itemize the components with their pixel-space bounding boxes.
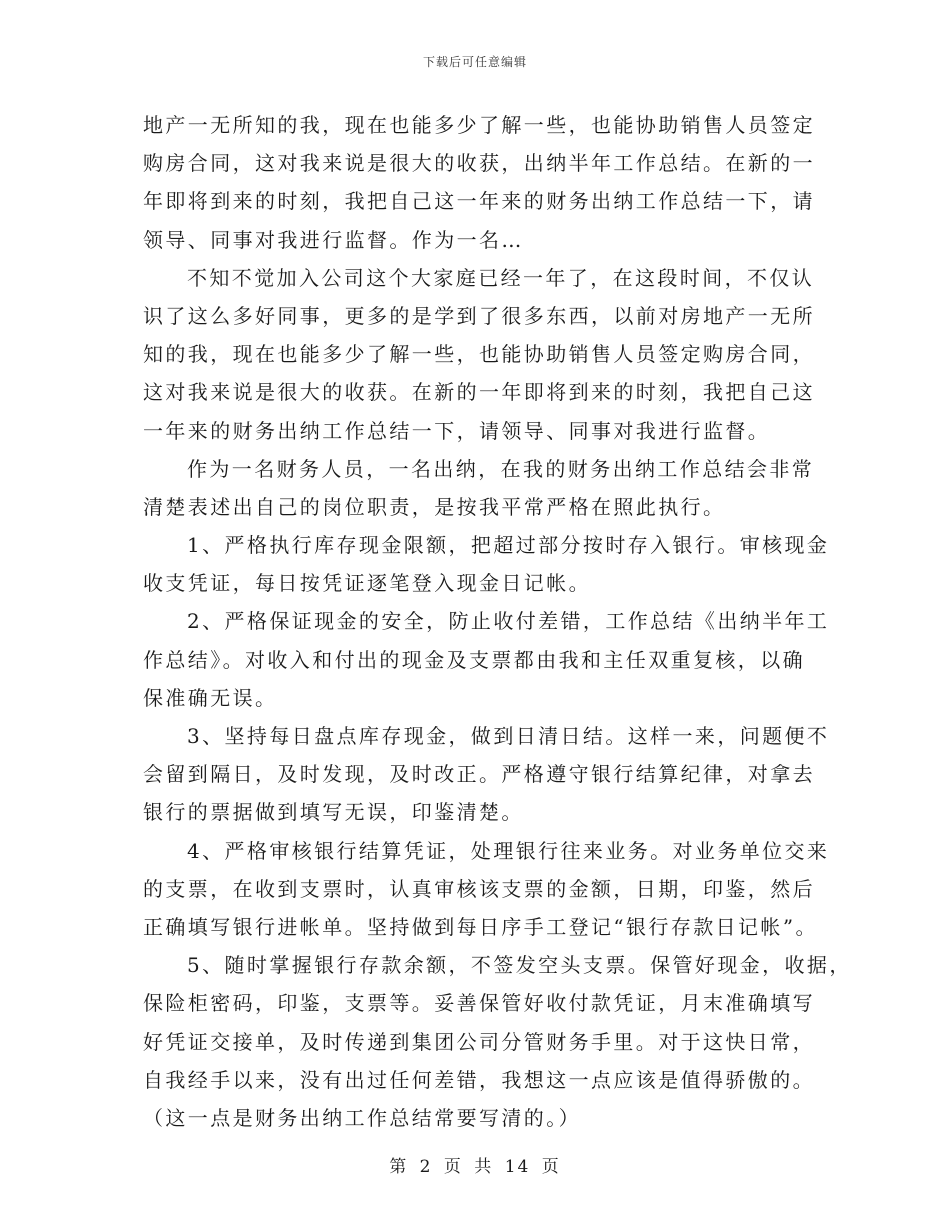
body-line-26: 自我经手以来，没有出过任何差错，我想这一点应该是值得骄傲的。 xyxy=(143,1067,815,1092)
body-line-25: 好凭证交接单，及时传递到集团公司分管财务手里。对于这快日常， xyxy=(143,1029,815,1054)
body-line-24: 保险柜密码，印鉴，支票等。妥善保管好收付款凭证，月末准确填写 xyxy=(143,991,815,1016)
document-body xyxy=(143,106,852,1137)
page-number-footer: 第 2 页 共 14 页 xyxy=(389,1157,561,1177)
body-line-19: 银行的票据做到填写无误，印鉴清楚。 xyxy=(143,800,524,825)
body-line-3: 年即将到来的时刻，我把自己这一年来的财务出纳工作总结一下，请 xyxy=(143,189,815,214)
body-line-27: （这一点是财务出纳工作总结常要写清的。） xyxy=(143,1105,581,1130)
body-line-9: 一年来的财务出纳工作总结一下，请领导、同事对我进行监督。 xyxy=(143,418,771,443)
body-line-23: 5、随时掌握银行存款余额，不签发空头支票。保管好现金，收据， xyxy=(187,953,852,978)
body-line-13: 收支凭证，每日按凭证逐笔登入现金日记帐。 xyxy=(143,571,591,596)
body-line-5: 不知不觉加入公司这个大家庭已经一年了，在这段时间，不仅认 xyxy=(187,265,815,290)
body-line-8: 这对我来说是很大的收获。在新的一年即将到来的时刻，我把自己这 xyxy=(143,380,815,405)
body-line-4: 领导、同事对我进行监督。作为一名… xyxy=(143,227,524,252)
body-line-16: 保准确无误。 xyxy=(143,685,278,710)
body-line-10: 作为一名财务人员，一名出纳，在我的财务出纳工作总结会非常 xyxy=(187,456,815,481)
body-line-22: 正确填写银行进帐单。坚持做到每日序手工登记“银行存款日记帐”。 xyxy=(143,914,818,939)
body-line-14: 2、严格保证现金的安全，防止收付差错，工作总结《出纳半年工 xyxy=(187,609,830,634)
body-line-15: 作总结》。对收入和付出的现金及支票都由我和主任双重复核，以确 xyxy=(143,647,805,672)
body-line-17: 3、坚持每日盘点库存现金，做到日清日结。这样一来，问题便不 xyxy=(187,724,830,748)
body-line-18: 会留到隔日，及时发现，及时改正。严格遵守银行结算纪律，对拿去 xyxy=(143,762,815,787)
body-line-7: 知的我，现在也能多少了解一些，也能协助销售人员签定购房合同， xyxy=(143,342,815,367)
body-line-2: 购房合同，这对我来说是很大的收获，出纳半年工作总结。在新的一 xyxy=(143,151,815,176)
body-line-6: 识了这么多好同事，更多的是学到了很多东西，以前对房地产一无所 xyxy=(143,303,815,328)
body-line-1: 地产一无所知的我，现在也能多少了解一些，也能协助销售人员签定 xyxy=(143,113,815,137)
body-line-12: 1、严格执行库存现金限额，把超过部分按时存入银行。审核现金 xyxy=(187,533,830,558)
body-line-20: 4、严格审核银行结算凭证，处理银行往来业务。对业务单位交来 xyxy=(187,838,830,863)
page-header: 下载后可任意编辑 xyxy=(422,55,527,69)
body-line-21: 的支票，在收到支票时，认真审核该支票的金额，日期，印鉴，然后 xyxy=(143,876,815,901)
body-line-11: 清楚表述出自己的岗位职责，是按我平常严格在照此执行。 xyxy=(143,494,726,519)
